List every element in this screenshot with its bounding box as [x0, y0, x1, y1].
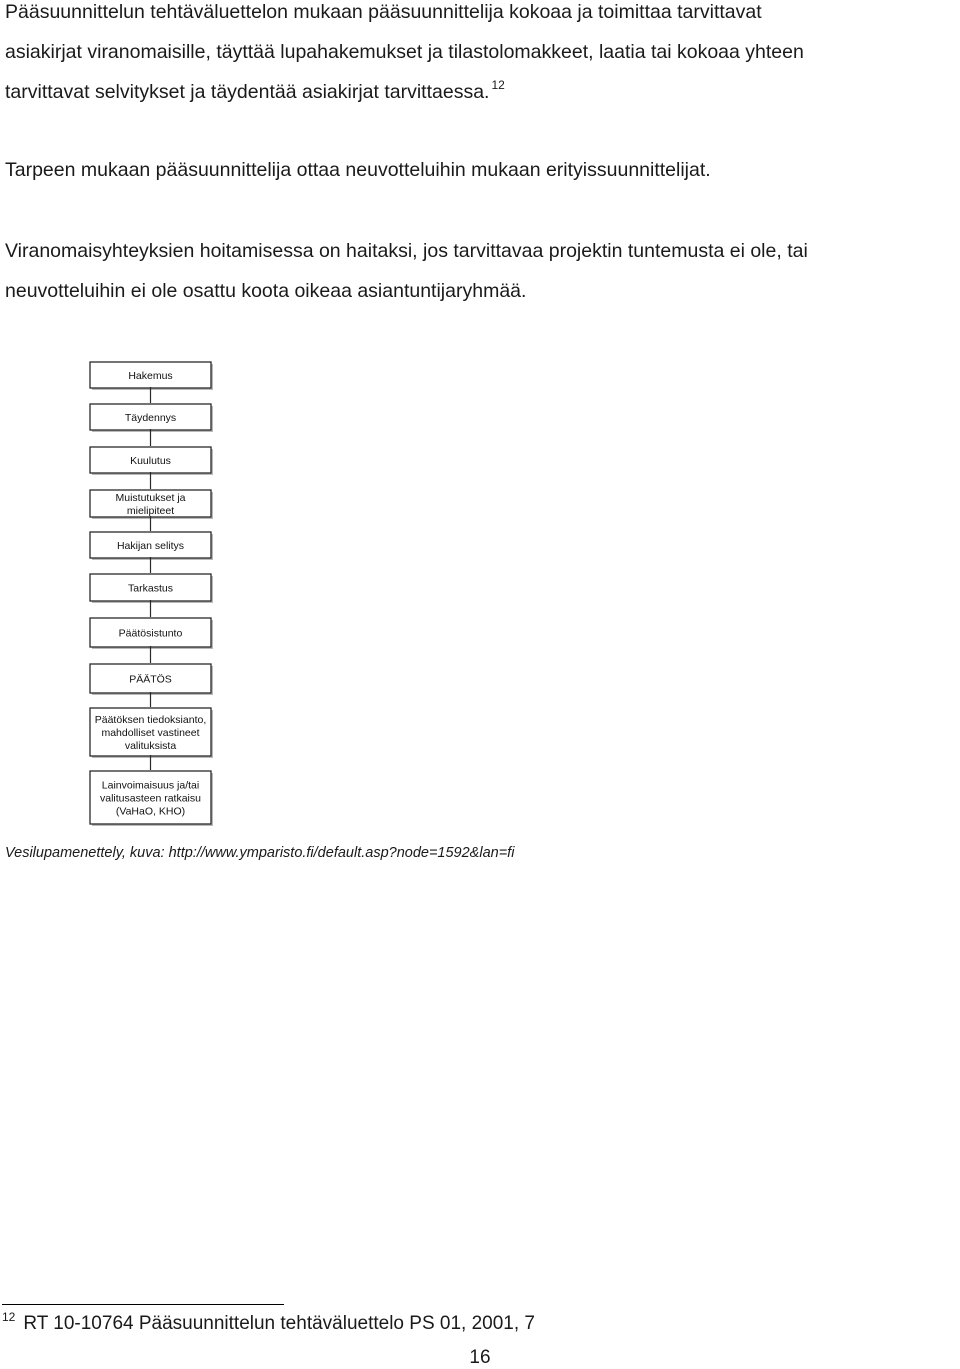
flow-step: [90, 404, 213, 432]
flow-step: [90, 532, 213, 560]
flow-step-label: Lainvoimaisuus ja/tai: [101, 779, 200, 792]
footnote-text: RT 10-10764 Pääsuunnittelun tehtäväluettelo PS 01, 2001, 7: [23, 1313, 535, 1334]
flow-step-label: Hakemus: [128, 370, 173, 382]
flowchart: [89, 361, 221, 827]
footnote: [2, 1310, 535, 1335]
page-number: 16: [469, 1347, 491, 1368]
flow-step-label: Hakijan selitys: [116, 540, 185, 552]
paragraph-1-line-2: asiakirjat viranomaisille, täyttää lupahakemukset ja tilastolomakkeet, laatia tai kokoaa yhteen: [5, 41, 804, 63]
footnote-number: 12: [2, 1310, 16, 1324]
flow-step: [90, 490, 213, 519]
flow-step: [90, 447, 213, 475]
flow-step-label: valituksista: [124, 739, 177, 752]
flow-step-label: Päätösistunto: [118, 627, 183, 640]
footnote-reference[interactable]: 12: [491, 78, 505, 92]
paragraph-1-line-1: Pääsuunnittelun tehtäväluettelon mukaan pääsuunnittelija kokoaa ja toimittaa tarvittavat: [5, 1, 762, 23]
flow-step: [90, 618, 213, 649]
paragraph-3: [5, 231, 955, 311]
flow-step: [90, 362, 213, 390]
footnote-rule: [2, 1304, 284, 1305]
paragraph-1: [5, 0, 955, 114]
flow-step: [90, 574, 213, 603]
flow-step: [90, 664, 213, 695]
flow-step-label: Tarkastus: [128, 582, 173, 595]
flow-step-label: mielipiteet: [126, 504, 175, 517]
flow-step-label: valitusasteen ratkaisu: [100, 792, 201, 805]
flow-step-label: Kuulutus: [130, 455, 171, 467]
paragraph-1-line-3-text: tarvittavat selvitykset ja täydentää asiakirjat tarvittaessa.: [5, 81, 490, 103]
paragraph-2: Tarpeen mukaan pääsuunnittelija ottaa neuvotteluihin mukaan erityissuunnittelijat.: [5, 159, 711, 181]
paragraph-1-line-3: [5, 72, 955, 114]
flow-step: [90, 708, 213, 758]
flow-step-label: (VaHaO, KHO): [115, 805, 186, 818]
figure-caption: Vesilupamenettely, kuva: http://www.ymparisto.fi/default.asp?node=1592&lan=fi: [5, 845, 515, 861]
flow-step-label: Muistutukset ja: [115, 492, 186, 505]
flow-step-label: PÄÄTÖS: [129, 673, 172, 686]
flow-step-label: Täydennys: [124, 412, 177, 424]
paragraph-3-line-2: neuvotteluihin ei ole osattu koota oikeaa asiantuntijaryhmää.: [5, 280, 527, 302]
flow-step-label: mahdolliset vastineet: [101, 727, 200, 739]
flow-step: [90, 771, 213, 826]
paragraph-3-line-1: Viranomaisyhteyksien hoitamisessa on haitaksi, jos tarvittavaa projektin tuntemusta ei ole, tai: [5, 240, 808, 262]
flow-step-label: Päätöksen tiedoksianto,: [94, 714, 207, 727]
